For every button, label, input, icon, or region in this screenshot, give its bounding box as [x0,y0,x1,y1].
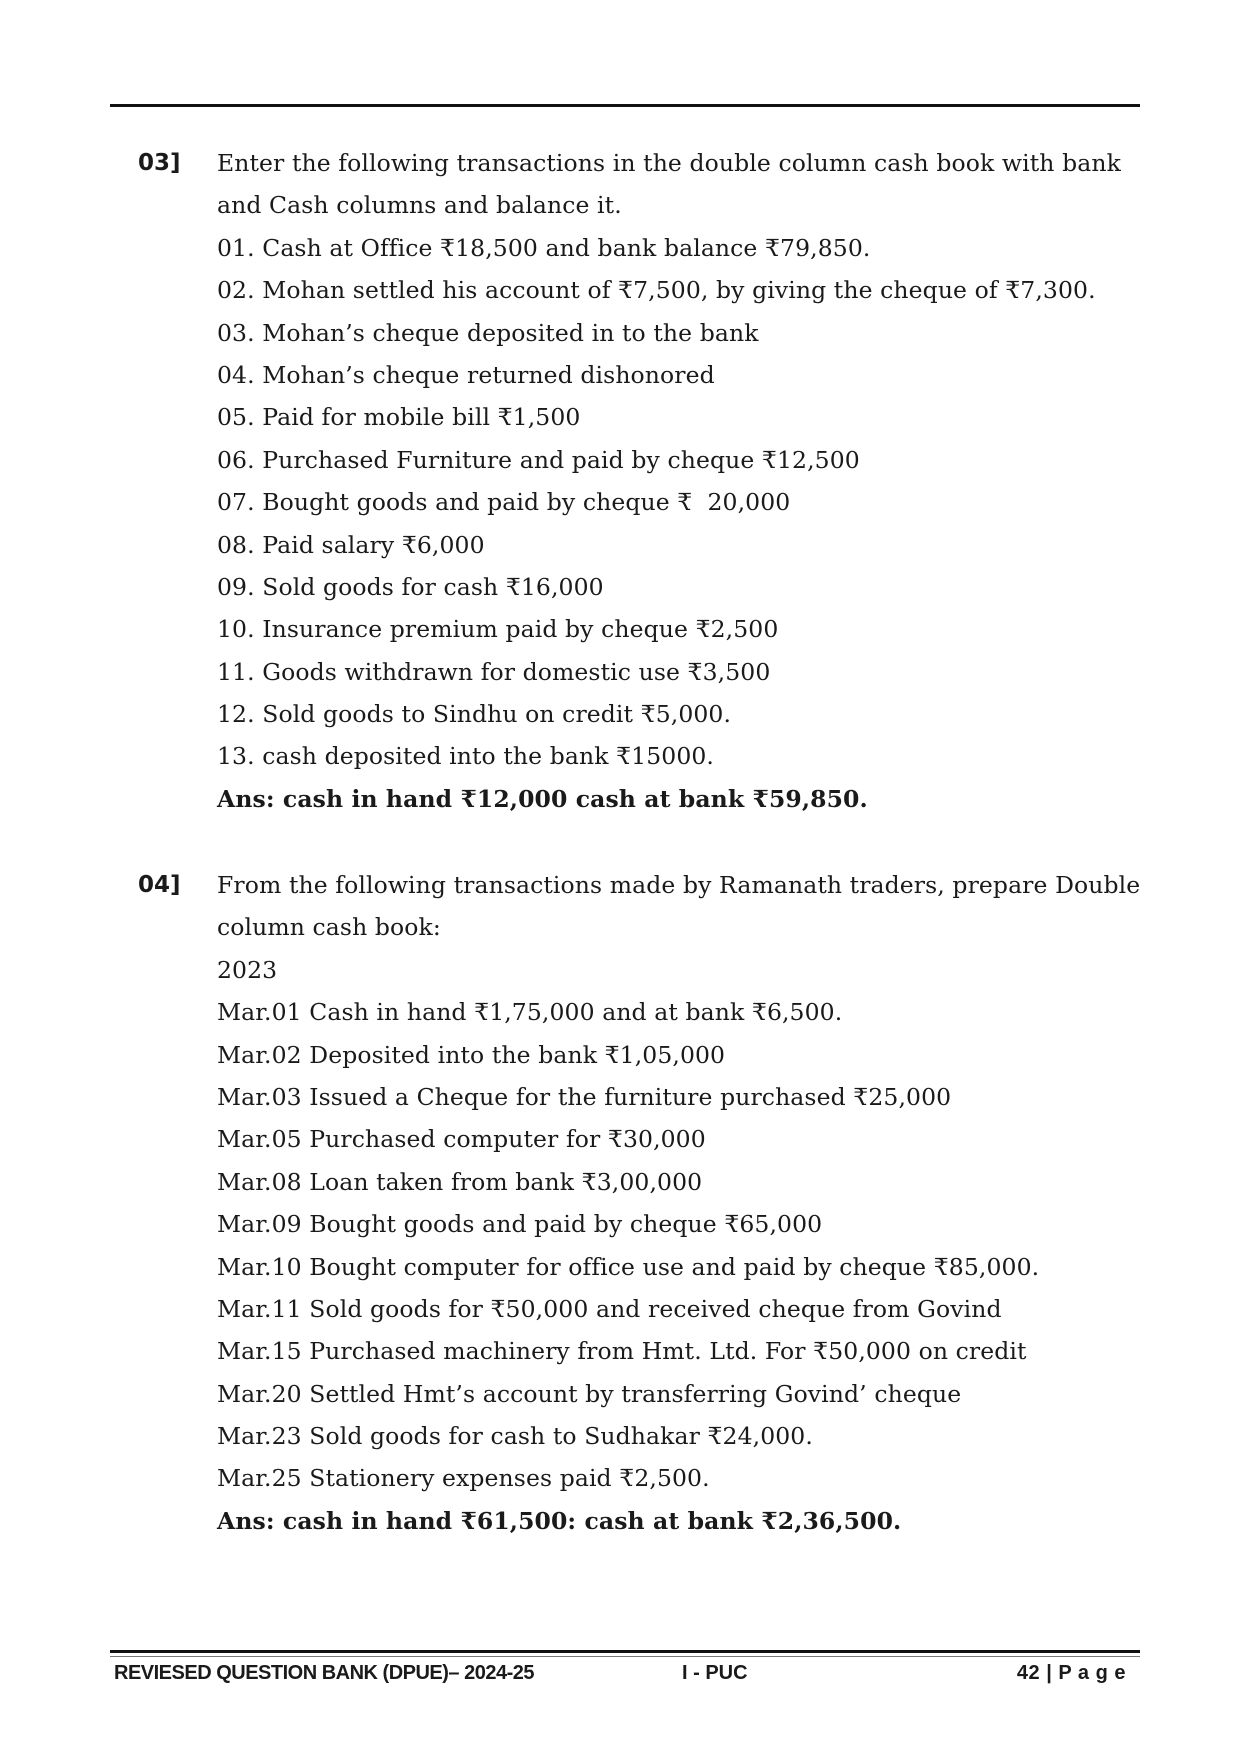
transaction-item: Mar.01 Cash in hand ₹1,75,000 and at bank ₹6,500. [217,998,843,1027]
transaction-item: Mar.09 Bought goods and paid by cheque ₹65,000 [217,1210,823,1239]
question-line: From the following transactions made by Ramanath traders, prepare Double [217,871,1141,899]
transaction-item: Mar.20 Settled Hmt’s account by transferring Govind’ cheque [217,1379,962,1408]
transaction-item: 11. Goods withdrawn for domestic use ₹3,500 [217,657,771,686]
footer-rule-thin [110,1656,1140,1657]
transaction-item: 05. Paid for mobile bill ₹1,500 [217,403,581,432]
question-line: Enter the following transactions in the double column cash book with bank [217,149,1121,177]
footer-class: I - PUC [682,1662,748,1684]
transaction-item: 07. Bought goods and paid by cheque ₹ 20,000 [217,488,791,517]
transaction-item: Mar.05 Purchased computer for ₹30,000 [217,1125,706,1154]
transaction-item: 08. Paid salary ₹6,000 [217,530,485,559]
question-body [217,864,1141,1542]
header-rule [110,104,1140,107]
transaction-item: 01. Cash at Office ₹18,500 and bank balance ₹79,850. [217,233,871,262]
question-line: and Cash columns and balance it. [217,191,622,220]
transaction-item: 10. Insurance premium paid by cheque ₹2,500 [217,615,779,644]
transaction-item: Mar.10 Bought computer for office use and paid by cheque ₹85,000. [217,1252,1040,1281]
transaction-item: Mar.15 Purchased machinery from Hmt. Ltd. For ₹50,000 on credit [217,1337,1027,1366]
transaction-item: Mar.02 Deposited into the bank ₹1,05,000 [217,1040,726,1069]
year-line: 2023 [217,955,278,984]
transaction-item: Mar.08 Loan taken from bank ₹3,00,000 [217,1167,703,1196]
question-number: 03] [138,150,181,176]
page-footer [110,1662,1140,1692]
transaction-item: Mar.11 Sold goods for ₹50,000 and received cheque from Govind [217,1294,1002,1323]
answer-line: Ans: cash in hand ₹61,500: cash at bank ₹2,36,500. [217,1506,902,1535]
question-number: 04] [138,872,181,898]
answer-line: Ans: cash in hand ₹12,000 cash at bank ₹59,850. [217,784,868,813]
transaction-item: 06. Purchased Furniture and paid by cheque ₹12,500 [217,445,860,474]
footer-rule [110,1650,1140,1653]
footer-title: REVIESED QUESTION BANK (DPUE)– 2024-25 [114,1662,535,1684]
transaction-item: 02. Mohan settled his account of ₹7,500, by giving the cheque of ₹7,300. [217,276,1096,305]
question-body [217,142,1137,820]
transaction-item: Mar.25 Stationery expenses paid ₹2,500. [217,1464,710,1493]
transaction-item: Mar.23 Sold goods for cash to Sudhakar ₹24,000. [217,1422,813,1451]
transaction-item: 04. Mohan’s cheque returned dishonored [217,360,715,389]
transaction-item: 09. Sold goods for cash ₹16,000 [217,572,604,601]
transaction-item: 12. Sold goods to Sindhu on credit ₹5,000. [217,700,732,729]
question-line: column cash book: [217,913,441,942]
transaction-item: Mar.03 Issued a Cheque for the furniture purchased ₹25,000 [217,1082,952,1111]
transaction-item: 03. Mohan’s cheque deposited in to the bank [217,318,759,347]
page-number: 42 | P a g e [1016,1662,1126,1684]
transaction-item: 13. cash deposited into the bank ₹15000. [217,742,715,771]
